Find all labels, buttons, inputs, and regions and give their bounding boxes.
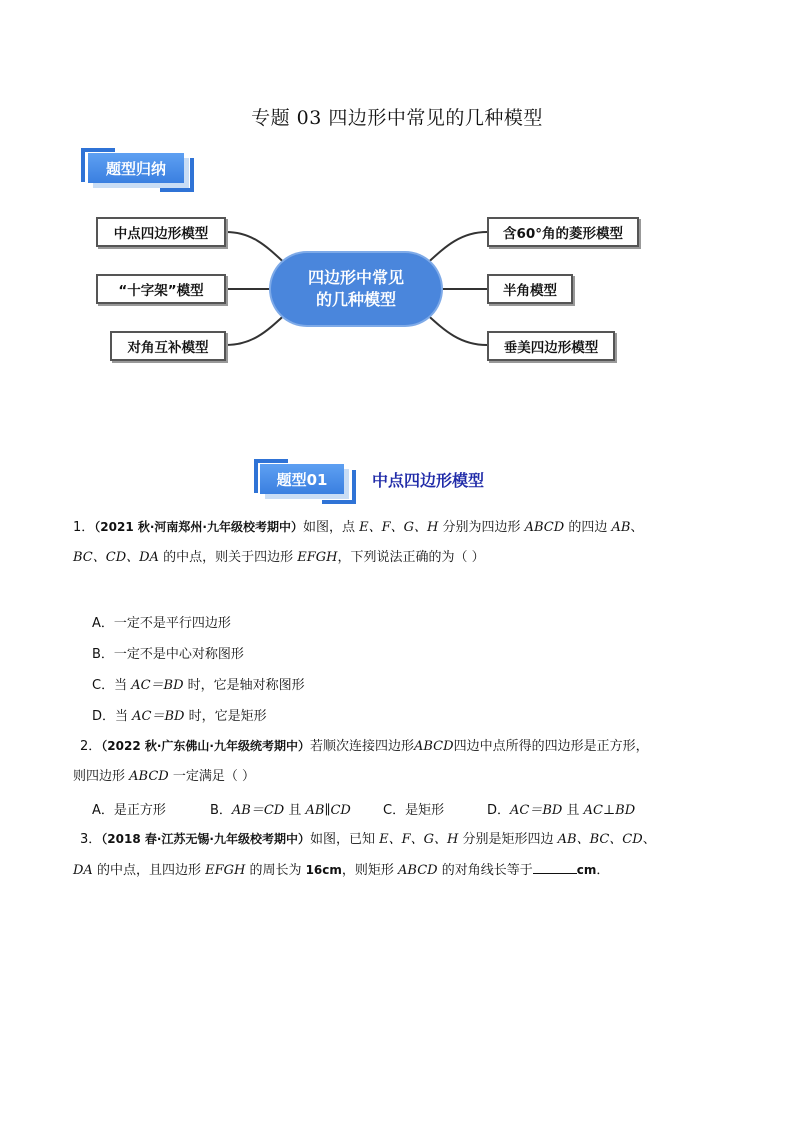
- question-1-number: 1．: [73, 520, 95, 535]
- mindmap-node-right-2: 半角模型: [487, 274, 573, 304]
- option-d-text: 时，它是矩形: [184, 709, 267, 724]
- question-2-number: 2．: [80, 739, 102, 754]
- question-1-option-d: [92, 705, 267, 724]
- page-title: 专题 03 四边形中常见的几种模型: [251, 107, 543, 129]
- question-1-text-d: 、: [630, 520, 644, 535]
- q2-option-d-mid: 且: [562, 803, 584, 818]
- question-2: [73, 736, 720, 787]
- question-3-text-d: 的中点，且四边形: [92, 863, 206, 878]
- question-3-text-g: 的对角线长等于: [437, 863, 533, 878]
- question-2-option-d: [487, 799, 635, 818]
- question-1-text-e: 的中点，则关于四边形: [158, 550, 298, 565]
- question-1-text-b: 分别为四边形: [438, 520, 525, 535]
- question-3-math-a: E、F、G、H: [379, 832, 459, 847]
- question-1-math-d: BC、CD、DA: [73, 550, 159, 565]
- question-2-text-b: 四边中点所得的四边形是正方形，: [453, 739, 649, 754]
- question-1-option-b: B．一定不是中心对称图形: [92, 647, 244, 662]
- question-3-text-f: ，则矩形: [341, 863, 399, 878]
- question-1-math-b: ABCD: [524, 520, 565, 535]
- question-1-source: （2021 秋·河南郑州·九年级校考期中）: [94, 520, 303, 534]
- question-2-option-a: A．是正方形: [92, 803, 166, 818]
- question-1: [73, 517, 713, 568]
- question-3: [73, 829, 720, 881]
- question-2-option-b: [210, 799, 351, 818]
- question-1-text-a: 如图，点: [302, 520, 360, 535]
- q2-option-b-prefix: B．: [210, 803, 232, 818]
- question-3-math-e: ABCD: [398, 863, 438, 878]
- question-3-text-a: 如图，已知: [309, 832, 380, 847]
- question-1-text-f: ，下列说法正确的为（ ）: [337, 550, 485, 565]
- question-2-text-c: 则四边形: [73, 769, 130, 784]
- question-2-line-1: [80, 736, 720, 757]
- question-2-text-d: 一定满足（ ）: [168, 769, 255, 784]
- mindmap-node-left-1: 中点四边形模型: [96, 217, 226, 247]
- summary-tag: 题型归纳: [88, 153, 184, 183]
- q2-option-b-math: AB＝CD: [231, 803, 285, 818]
- section-title: 中点四边形模型: [372, 471, 485, 490]
- question-1-text-c: 的四边: [564, 520, 612, 535]
- question-3-number: 3．: [80, 832, 102, 847]
- question-1-option-a: A．一定不是平行四边形: [92, 616, 231, 631]
- question-3-math-c: DA: [73, 863, 93, 878]
- answer-blank[interactable]: [533, 861, 577, 874]
- q2-option-d-prefix: D．: [487, 803, 511, 818]
- question-3-perimeter: 16cm: [305, 863, 342, 877]
- option-c-text: 时，它是轴对称图形: [183, 678, 305, 693]
- q2-option-b-math2: AB∥CD: [305, 803, 351, 818]
- question-1-math-e: EFGH: [297, 550, 338, 565]
- question-1-line-1: [73, 517, 713, 538]
- question-1-math-a: E、F、G、H: [359, 520, 439, 535]
- q2-option-d-math: AC＝BD: [510, 803, 563, 818]
- mindmap-center-line1: 四边形中常见: [307, 268, 404, 287]
- question-3-unit: cm: [576, 863, 597, 877]
- mindmap-center-line2: 的几种模型: [315, 290, 396, 309]
- mindmap-center: [271, 253, 441, 325]
- mindmap-node-right-3: 垂美四边形模型: [487, 331, 615, 361]
- question-2-source: （2022 秋·广东佛山·九年级统考期中）: [101, 739, 310, 753]
- question-2-line-2: [73, 767, 720, 787]
- q2-option-d-math2: AC⊥BD: [583, 803, 636, 818]
- question-3-source: （2018 春·江苏无锡·九年级校考期中）: [101, 832, 310, 846]
- question-2-option-c: C．是矩形: [383, 803, 445, 818]
- question-2-math-b: ABCD: [129, 769, 169, 784]
- mindmap-node-left-3: 对角互补模型: [110, 331, 226, 361]
- question-1-math-c: AB: [611, 520, 631, 535]
- mindmap-node-right-1: 含60°角的菱形模型: [487, 217, 639, 247]
- q2-option-b-mid: 且: [284, 803, 306, 818]
- question-3-line-1: [80, 829, 720, 850]
- option-d-math: AC＝BD: [132, 709, 185, 724]
- question-3-math-d: EFGH: [205, 863, 246, 878]
- question-3-line-2: [73, 860, 720, 881]
- question-3-period: ．: [596, 863, 610, 878]
- question-3-text-b: 分别是矩形四边: [458, 832, 558, 847]
- question-1-option-c: [92, 674, 305, 693]
- question-1-line-2: [73, 548, 713, 568]
- option-d-prefix: D．当: [92, 709, 133, 724]
- question-2-math-a: ABCD: [414, 739, 454, 754]
- question-3-math-b: AB、BC、CD: [557, 832, 643, 847]
- question-3-text-e: 的周长为: [245, 863, 306, 878]
- option-c-math: AC＝BD: [131, 678, 184, 693]
- mindmap-node-left-2: “十字架”模型: [96, 274, 226, 304]
- section-tag: 题型01: [260, 464, 344, 494]
- option-c-prefix: C．当: [92, 678, 132, 693]
- question-2-text-a: 若顺次连接四边形: [309, 739, 414, 754]
- question-3-text-c: 、: [642, 832, 656, 847]
